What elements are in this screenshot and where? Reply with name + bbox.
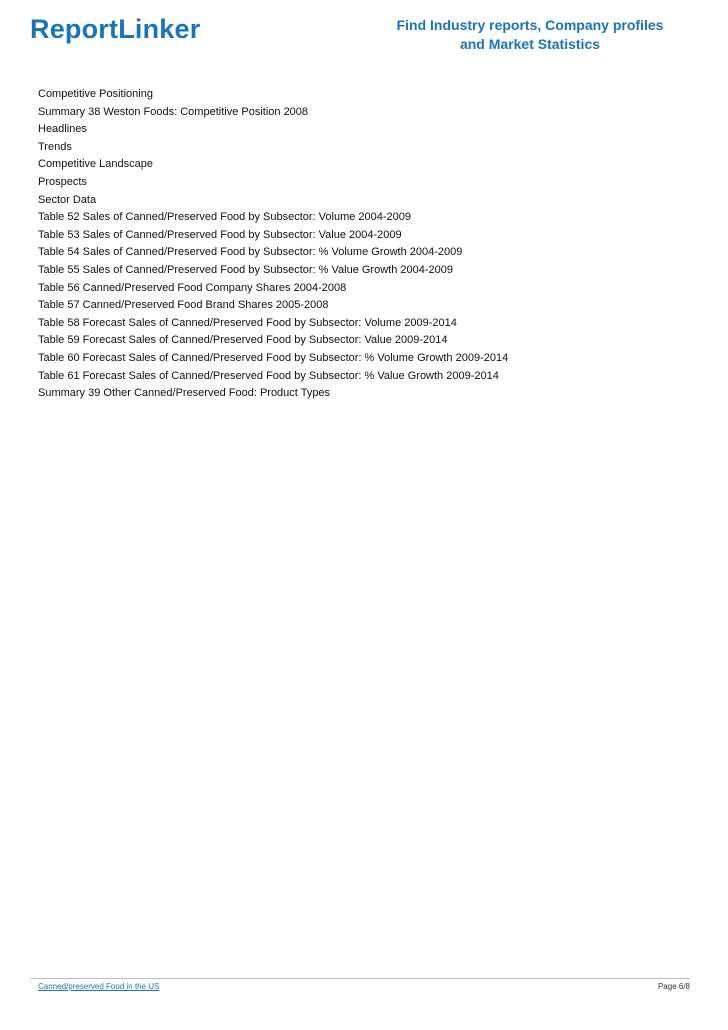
toc-item: Competitive Positioning [38,88,153,100]
toc-item: Table 53 Sales of Canned/Preserved Food by Subsector: Value 2004-2009 [38,228,402,241]
header-tagline [382,16,678,54]
tagline-line-1: Find Industry reports, Company profiles [396,17,664,33]
toc-item: Table 58 Forecast Sales of Canned/Preserved Food by Subsector: Volume 2009-2014 [38,316,457,329]
footer-divider [30,978,690,979]
page-number: Page 6/8 [657,982,690,991]
reportlinker-logo[interactable]: ReportLinker [30,14,201,44]
toc-item: Summary 39 Other Canned/Preserved Food: Product Types [38,387,331,400]
toc-item: Summary 38 Weston Foods: Competitive Position 2008 [38,105,309,118]
toc-item: Table 55 Sales of Canned/Preserved Food by Subsector: % Value Growth 2004-2009 [38,263,453,276]
toc-item: Prospects [38,175,87,188]
toc-item: Table 59 Forecast Sales of Canned/Preserved Food by Subsector: Value 2009-2014 [38,334,448,347]
toc-item: Table 60 Forecast Sales of Canned/Preserved Food by Subsector: % Volume Growth 2009-2014 [38,351,509,364]
table-of-contents [38,86,508,403]
toc-item: Table 57 Canned/Preserved Food Brand Shares 2005-2008 [38,299,329,312]
toc-item: Table 56 Canned/Preserved Food Company Shares 2004-2008 [38,281,347,294]
report-title-link[interactable]: Canned/preserved Food in the US [38,982,160,991]
toc-item: Trends [38,140,72,153]
toc-item: Sector Data [38,193,97,206]
toc-item: Table 52 Sales of Canned/Preserved Food by Subsector: Volume 2004-2009 [38,211,412,224]
toc-item: Competitive Landscape [38,158,153,171]
toc-item: Headlines [38,123,87,136]
toc-item: Table 54 Sales of Canned/Preserved Food by Subsector: % Volume Growth 2004-2009 [38,246,463,259]
tagline-line-2: and Market Statistics [459,36,601,52]
toc-item: Table 61 Forecast Sales of Canned/Preserved Food by Subsector: % Value Growth 2009-2014 [38,369,499,382]
